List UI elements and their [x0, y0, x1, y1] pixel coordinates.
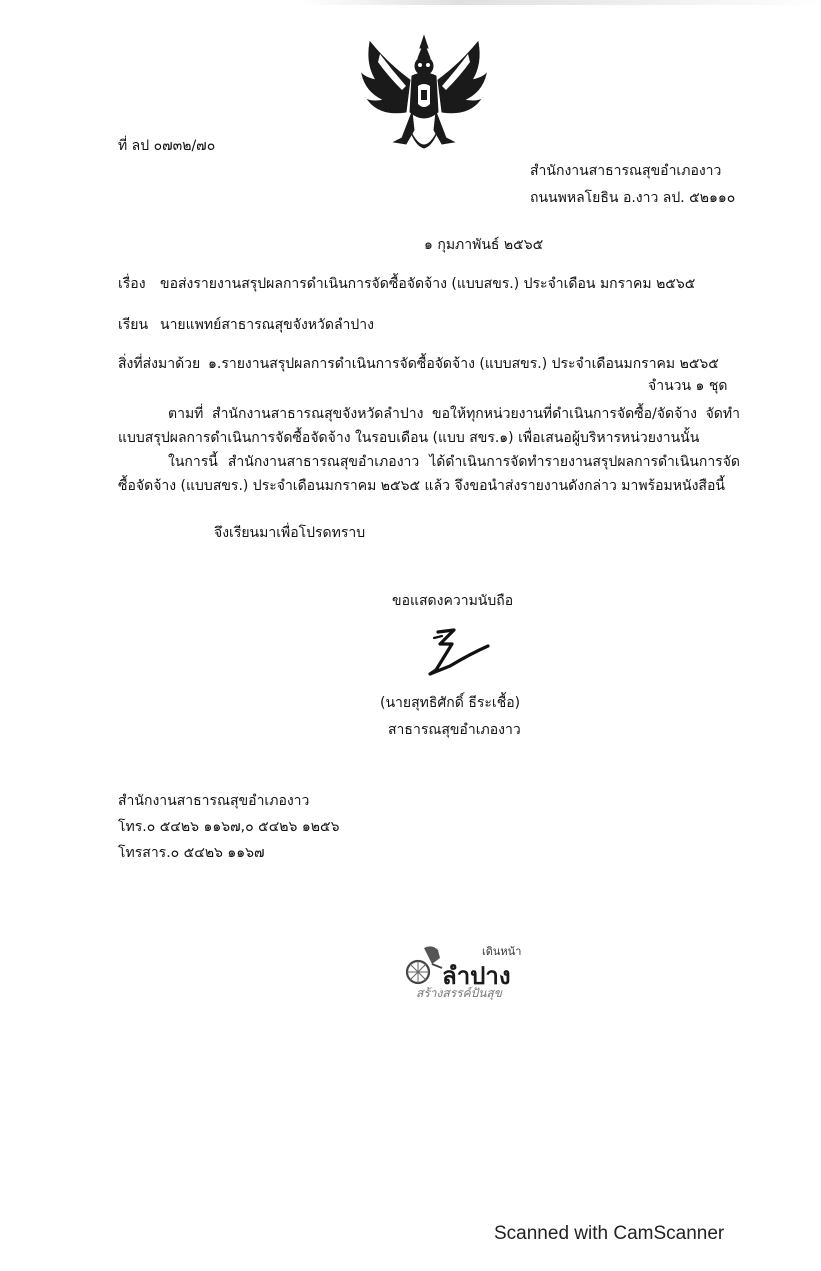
- scan-edge-artifact: [300, 0, 821, 5]
- enclosure-quantity: จำนวน ๑ ชุด: [648, 378, 728, 394]
- subject-text: ขอส่งรายงานสรุปผลการดำเนินการจัดซื้อจัดจ้าง (แบบสขร.) ประจำเดือน มกราคม ๒๕๖๕: [160, 276, 696, 292]
- document-date: ๑ กุมภาพันธ์ ๒๕๖๕: [424, 237, 544, 253]
- logo-bottom-text: สร้างสรรค์ปันสุข: [416, 986, 502, 1000]
- body-paragraph-2: ในการนี้ สำนักงานสาธารณสุขอำเภองาว ได้ดำเนินการจัดทำรายงานสรุปผลการดำเนินการจัดซื้อจัดจ้าง (แบบสขร.) ประจำเดือนมกราคม ๒๕๖๕ แล้ว จึงขอนำส่งรายงานดังกล่าว มาพร้อมหนังสือนี้: [118, 454, 740, 494]
- signer-title: สาธารณสุขอำเภองาว: [388, 722, 521, 738]
- addressee-text: นายแพทย์สาธารณสุขจังหวัดลำปาง: [160, 317, 374, 333]
- garuda-emblem-icon: [358, 34, 490, 162]
- salutation: ขอแสดงความนับถือ: [392, 593, 514, 609]
- horse-cart-icon: [402, 942, 446, 986]
- lampang-campaign-logo: [402, 938, 532, 1004]
- signature-icon: [420, 626, 492, 678]
- footer-office: สำนักงานสาธารณสุขอำเภองาว: [118, 793, 310, 809]
- enclosure-label: สิ่งที่ส่งมาด้วย: [118, 356, 201, 372]
- body-paragraph-1: ตามที่ สำนักงานสาธารณสุขจังหวัดลำปาง ขอให้ทุกหน่วยงานที่ดำเนินการจัดซื้อ/จัดจ้าง จัดทำแบบสรุปผลการดำเนินการจัดซื้อจัดจ้าง ในรอบเดือน (แบบ สขร.๑) เพื่อเสนอผู้บริหารหน่วยงานนั้น: [118, 406, 740, 446]
- signer-name: (นายสุทธิศักดิ์ ธีระเชื้อ): [380, 695, 521, 711]
- reference-number: ที่ ลป ๐๗๓๒/๗๐: [118, 138, 216, 154]
- logo-main-text: ลำปาง: [442, 962, 511, 990]
- logo-top-text: เดินหน้า: [482, 945, 522, 958]
- footer-phone: โทร.๐ ๕๔๒๖ ๑๑๖๗,๐ ๕๔๒๖ ๑๒๕๖: [118, 819, 340, 835]
- footer-fax: โทรสาร.๐ ๕๔๒๖ ๑๑๖๗: [118, 845, 265, 861]
- subject-label: เรื่อง: [118, 276, 146, 292]
- scanner-watermark: Scanned with CamScanner: [494, 1223, 725, 1244]
- enclosure-text: ๑.รายงานสรุปผลการดำเนินการจัดซื้อจัดจ้าง (แบบสขร.) ประจำเดือนมกราคม ๒๕๖๕: [208, 356, 719, 372]
- sender-office: สำนักงานสาธารณสุขอำเภองาว: [530, 163, 722, 179]
- closing-request: จึงเรียนมาเพื่อโปรดทราบ: [214, 525, 366, 541]
- addressee-label: เรียน: [118, 317, 149, 333]
- sender-address: ถนนพหลโยธิน อ.งาว ลป. ๕๒๑๑๐: [530, 190, 736, 206]
